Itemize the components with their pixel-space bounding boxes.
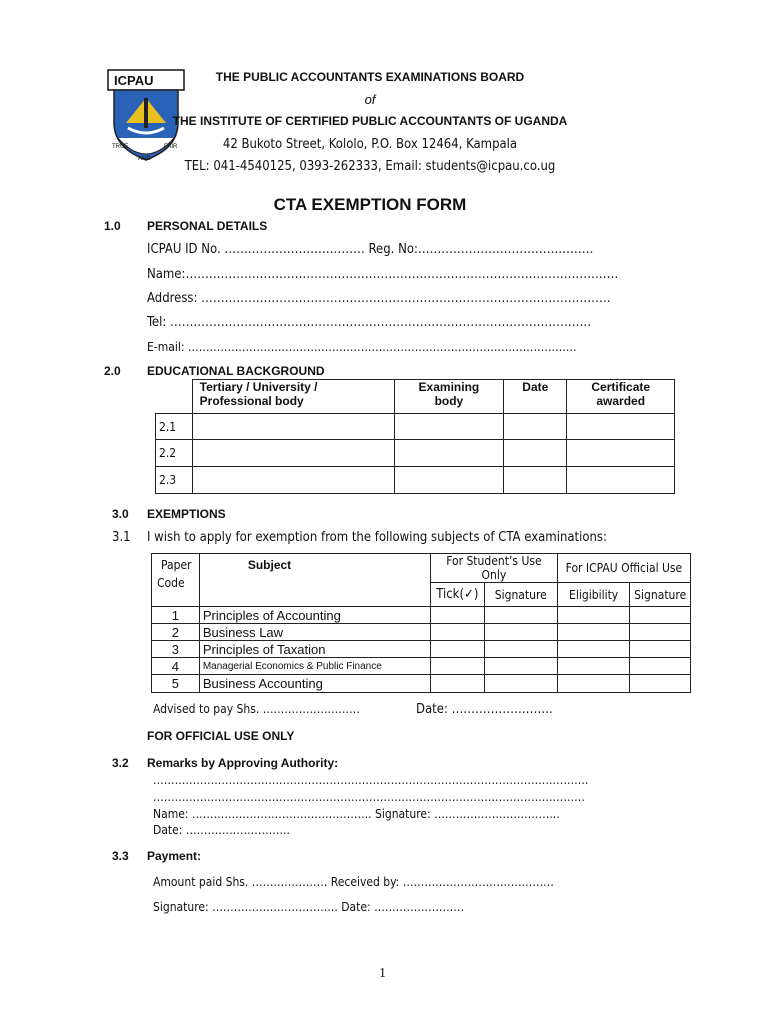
education-row-number: 2.1 [156,414,193,440]
education-col-body-line1: Tertiary / University / [199,380,318,394]
subject-code: 2 [152,624,200,641]
col-student-use-label: For Student’s Use Only [446,554,542,582]
eligibility-cell[interactable] [557,658,630,675]
logo-motto-right: FAIR [164,144,178,150]
subject-code: 3 [152,641,200,658]
education-col-exam-line1: Examining [418,380,480,394]
education-exam-cell[interactable] [394,440,504,467]
eligibility-cell[interactable] [557,607,630,624]
education-row [156,440,675,467]
tick-cell[interactable] [430,641,484,658]
education-row-number: 2.3 [156,467,193,494]
remarks-number: 3.2 [112,756,129,770]
subject-row [152,607,691,624]
exemptions-table [151,553,691,693]
official-signature-cell[interactable] [630,607,691,624]
remarks-line-1[interactable]: …………………………………………………………………………………………………………. [153,773,589,787]
subject-row [152,675,691,693]
official-signature-cell[interactable] [630,641,691,658]
subject-row [152,624,691,641]
col-code-label: Code [157,576,185,590]
official-signature-cell[interactable] [630,675,691,693]
student-signature-cell[interactable] [484,675,557,693]
section1-number: 1.0 [104,219,121,233]
tick-cell[interactable] [430,607,484,624]
form-title: CTA EXEMPTION FORM [273,195,467,214]
col-paper-label: Paper [161,558,192,572]
eligibility-cell[interactable] [557,675,630,693]
payment-number: 3.3 [112,849,129,863]
education-col-cert-line1: Certificate [591,380,651,394]
col-tick [430,583,484,607]
student-signature-cell[interactable] [484,658,557,675]
advised-date-field[interactable]: Date: …………………….. [416,702,553,717]
subject-row [152,658,691,675]
page-number: 1 [379,966,386,981]
col-eligibility-label: Eligibility [569,587,619,602]
section2-number: 2.0 [104,364,121,378]
remarks-title: Remarks by Approving Authority: [147,756,339,770]
payment-amount-received[interactable]: Amount paid Shs. ………………… Received by: …………………………………… [153,875,554,889]
subject-name: Business Law [199,624,430,641]
education-exam-cell[interactable] [394,414,504,440]
education-body-cell[interactable] [192,467,394,494]
col-student-use [430,554,557,583]
education-row [156,467,675,494]
education-col-exam [394,380,504,414]
education-corner-cell [156,380,193,414]
education-date-cell[interactable] [504,467,567,494]
logo-motto-left: TRUE [112,144,129,150]
subject-name: Principles of Accounting [199,607,430,624]
col-official-use-label: For ICPAU Official Use [565,561,683,575]
col-eligibility [557,583,630,607]
section3-number: 3.0 [112,507,129,521]
header-line2: of [364,92,376,107]
name-field[interactable]: Name:………………………………………………………………………………………………… [147,267,619,282]
header-line1: THE PUBLIC ACCOUNTANTS EXAMINATIONS BOARD [215,70,525,84]
student-signature-cell[interactable] [484,607,557,624]
exemption-intro: I wish to apply for exemption from the following subjects of CTA examinations: [147,530,607,545]
education-col-body-line2: Professional body [199,394,304,408]
remarks-name-signature[interactable]: Name: ………………………………………….. Signature: …………………………….. [153,807,560,821]
subject-code: 4 [152,658,200,675]
header-address: 42 Bukoto Street, Kololo, P.O. Box 12464, Kampala [222,137,518,152]
remarks-line-2[interactable]: ………………………………………………………………………………………………………… [153,790,585,804]
official-signature-cell[interactable] [630,658,691,675]
tick-cell[interactable] [430,658,484,675]
remarks-date-field[interactable]: Date: ……………………….. [153,823,290,837]
address-field[interactable]: Address: …………………………………………………………………………………………… [147,291,611,306]
email-field[interactable]: E-mail: ……………………………………………………………………………………………… [147,340,577,354]
student-signature-cell[interactable] [484,641,557,658]
education-row-number: 2.2 [156,440,193,467]
subject-name: Managerial Economics & Public Finance [199,658,430,675]
col-paper-code [152,554,200,607]
official-signature-cell[interactable] [630,624,691,641]
subject-code: 1 [152,607,200,624]
header-line3: THE INSTITUTE OF CERTIFIED PUBLIC ACCOUNTANTS OF UGANDA [172,114,568,128]
education-col-date [504,380,567,414]
education-exam-cell[interactable] [394,467,504,494]
col-subject-label: Subject [247,558,292,572]
eligibility-cell[interactable] [557,641,630,658]
education-body-cell[interactable] [192,414,394,440]
eligibility-cell[interactable] [557,624,630,641]
education-col-cert [567,380,675,414]
education-cert-cell[interactable] [567,414,675,440]
subject-name: Business Accounting [199,675,430,693]
education-date-cell[interactable] [504,414,567,440]
subject-name: Principles of Taxation [199,641,430,658]
col-signature2 [630,583,691,607]
education-row [156,414,675,440]
tick-cell[interactable] [430,624,484,641]
col-signature [484,583,557,607]
col-signature2-label: Signature [634,587,687,602]
icpau-id-field[interactable]: ICPAU ID No. ……………………………… Reg. No:……………………………………… [147,242,594,257]
education-col-body [192,380,394,414]
education-cert-cell[interactable] [567,440,675,467]
student-signature-cell[interactable] [484,624,557,641]
payment-signature-date[interactable]: Signature: …………………………….. Date: ……………………. [153,900,464,914]
section1-title: PERSONAL DETAILS [147,219,268,233]
subject-code: 5 [152,675,200,693]
col-official-use [557,554,690,583]
education-col-date-label: Date [522,380,549,394]
logo-motto-mid: AND [138,156,151,162]
tick-cell[interactable] [430,675,484,693]
section3-title: EXEMPTIONS [147,507,226,521]
education-col-exam-line2: body [434,394,464,408]
tel-field[interactable]: Tel: ……………………………………………………………………………………………… [147,315,592,330]
payment-title: Payment: [147,849,202,863]
section3-1-number: 3.1 [112,530,131,545]
advised-amount-field[interactable]: Advised to pay Shs. ……………………… [153,702,360,716]
col-subject [199,554,430,607]
header-contacts: TEL: 041-4540125, 0393-262333, Email: students@icpau.co.ug [184,159,556,174]
col-tick-label: Tick(✓) [436,587,479,602]
subject-row [152,641,691,658]
education-body-cell[interactable] [192,440,394,467]
logo-text: ICPAU [114,73,154,88]
section2-title: EDUCATIONAL BACKGROUND [147,364,325,378]
official-use-title: FOR OFFICIAL USE ONLY [147,729,295,743]
education-date-cell[interactable] [504,440,567,467]
col-signature-label: Signature [494,587,547,602]
education-col-cert-line2: awarded [596,394,646,408]
education-table [155,379,675,494]
education-cert-cell[interactable] [567,467,675,494]
